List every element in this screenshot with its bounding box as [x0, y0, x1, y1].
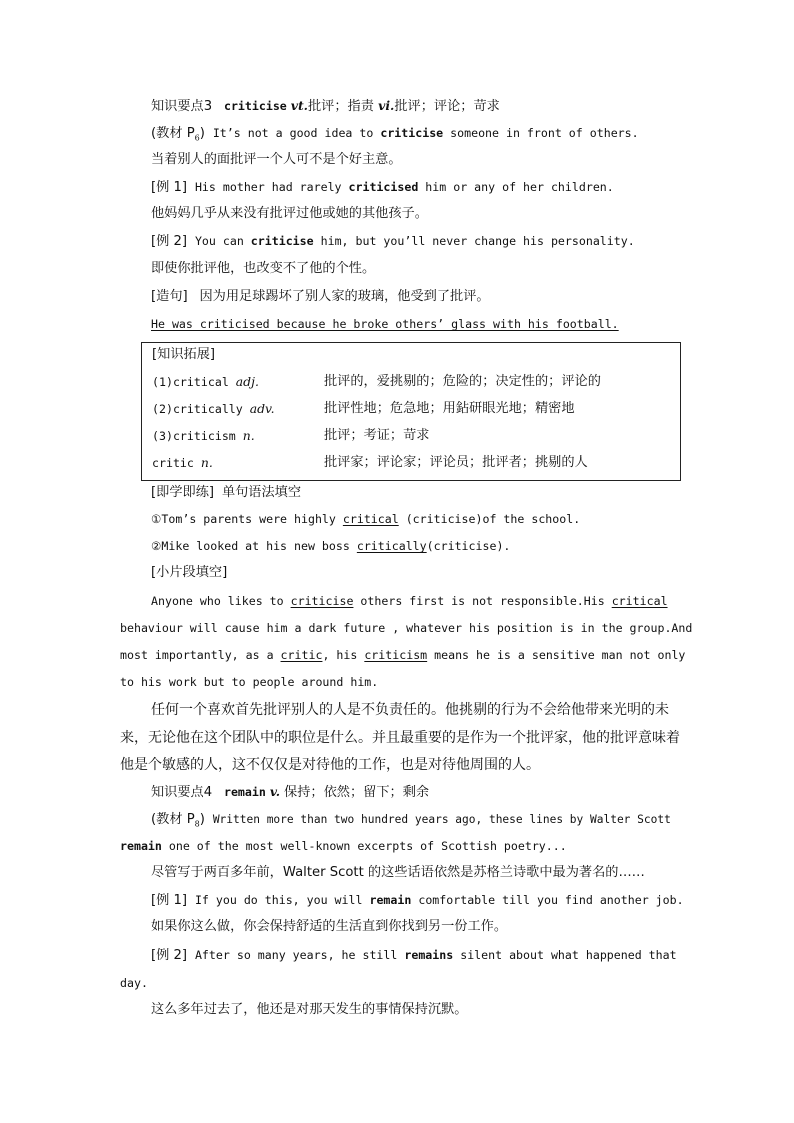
passage-line: [151, 592, 668, 610]
point3-heading: [151, 97, 500, 116]
practice-question-1: [151, 510, 580, 528]
sentence-continuation: day.: [120, 976, 148, 990]
keyword: criticise: [250, 234, 314, 248]
practice-question-2: [151, 537, 510, 555]
passage-line: [120, 646, 685, 664]
sentence-text: comfortable till you find another job.: [411, 893, 684, 907]
example-2: [151, 946, 677, 965]
expansion-row: [152, 427, 255, 445]
question-text: (criticise).: [426, 539, 511, 553]
derived-meaning: 批评；考证；苛求: [324, 428, 430, 443]
derived-word: critical: [172, 375, 236, 389]
page-number: 8: [194, 819, 200, 829]
sentence-text: His mother had rarely: [194, 180, 349, 194]
answer-blank: critical: [342, 512, 399, 526]
answer-blank: criticism: [364, 648, 428, 662]
expansion-row: [152, 373, 259, 391]
make-sentence-tag: [造句]: [151, 289, 188, 304]
point-label: 知识要点4: [151, 785, 213, 800]
practice-title: 单句语法填空: [221, 485, 302, 500]
derived-meaning: 批评的，爱挑剔的；危险的；决定性的；评论的: [324, 374, 601, 389]
source-label: (教材 P: [151, 126, 195, 141]
passage-text: most importantly, as a: [120, 648, 281, 662]
part-of-speech: vt.: [290, 98, 308, 113]
source-label-close: ): [199, 812, 205, 827]
point4-heading: [151, 783, 429, 802]
headword: criticise: [223, 99, 287, 113]
passage-line: to his work but to people around him.: [120, 675, 379, 689]
practice-tag: [即学即练]: [151, 485, 215, 500]
part-of-speech: n.: [200, 455, 213, 470]
expansion-title: [知识拓展]: [152, 347, 216, 362]
derived-word: criticism: [172, 429, 243, 443]
expansion-box: [141, 342, 681, 481]
textbook-sentence-cont: [120, 837, 567, 855]
source-label: (教材 P: [151, 812, 195, 827]
part-of-speech: adv.: [249, 401, 275, 416]
answer-blank: criticise: [290, 594, 354, 608]
sentence-text: one of the most well-known excerpts of Scottish poetry...: [161, 839, 567, 853]
answer-blank: critical: [611, 594, 668, 608]
example-1: [151, 178, 614, 197]
derived-word: critically: [172, 402, 250, 416]
keyword: remains: [404, 948, 454, 962]
sentence-text: After so many years, he still: [194, 948, 405, 962]
translation: 这么多年过去了，他还是对那天发生的事情保持沉默。: [151, 1002, 468, 1017]
make-sentence-prompt: 因为用足球踢坏了别人家的玻璃，他受到了批评。: [199, 289, 490, 304]
sentence-text: silent about what happened that: [453, 948, 677, 962]
row-number: (3): [152, 429, 173, 443]
part-of-speech: n.: [242, 428, 255, 443]
row-number: (2): [152, 402, 173, 416]
passage-tag: [小片段填空]: [151, 565, 228, 580]
derived-meaning: 批评性地；危急地；用鉆研眼光地；精密地: [324, 401, 575, 416]
sentence-text: Written more than two hundred years ago, these lines by Walter Scott: [212, 813, 671, 826]
sentence-text: someone in front of others.: [443, 126, 639, 140]
part-of-speech: adj.: [235, 374, 259, 389]
make-sentence-answer: He was criticised because he broke others’ glass with his football.: [151, 317, 619, 331]
example-tag: [例 1]: [151, 180, 188, 195]
translation: 即使你批评他，也改变不了他的个性。: [151, 261, 376, 276]
sentence-text: It’s not a good idea to: [212, 126, 381, 140]
make-sentence: [151, 287, 490, 306]
example-tag: [例 2]: [151, 948, 188, 963]
sentence-text: him, but you’ll never change his personality.: [313, 234, 635, 248]
translation: 尽管写于两百多年前，Walter Scott 的这些话语依然是苏格兰诗歌中最为著名的……: [151, 865, 645, 880]
answer-blank: critic: [280, 648, 323, 662]
textbook-sentence: [151, 810, 671, 833]
practice-heading: [151, 483, 301, 502]
definition: 批评；评论；苛求: [394, 99, 500, 114]
example-tag: [例 2]: [151, 234, 188, 249]
point-label: 知识要点3: [151, 99, 213, 114]
example-1: [151, 891, 684, 910]
definition: 保持；依然；留下；剩余: [284, 785, 430, 800]
headword: remain: [223, 785, 266, 799]
passage-translation: 任何一个喜欢首先批评别人的人是不负责任的。他挑剔的行为不会给他带来光明的未: [151, 702, 669, 718]
expansion-row: [152, 454, 213, 472]
sentence-text: him or any of her children.: [418, 180, 614, 194]
example-2: [151, 232, 635, 251]
keyword: criticised: [348, 180, 419, 194]
keyword: remain: [369, 893, 412, 907]
passage-text: others first is not responsible.His: [353, 594, 612, 608]
derived-word: critic: [152, 456, 201, 470]
sentence-text: If you do this, you will: [194, 893, 370, 907]
definition: 批评；指责: [308, 99, 379, 114]
translation: 如果你这么做，你会保持舒适的生活直到你找到另一份工作。: [151, 919, 508, 934]
keyword: criticise: [380, 126, 444, 140]
example-tag: [例 1]: [151, 893, 188, 908]
answer-blank: critically: [356, 539, 427, 553]
passage-text: means he is a sensitive man not only: [427, 648, 686, 662]
passage-translation: 他是个敏感的人，这不仅仅是对待他的工作，也是对待他周围的人。: [120, 757, 540, 773]
passage-translation: 来，无论他在这个团队中的职位是什么。并且最重要的是作为一个批评家，他的批评意味着: [120, 730, 680, 746]
textbook-sentence: [151, 124, 639, 147]
page-number: 6: [194, 133, 200, 143]
expansion-row: [152, 400, 275, 418]
passage-text: Anyone who likes to: [151, 594, 291, 608]
question-text: ①Tom’s parents were highly: [151, 512, 343, 526]
keyword: remain: [120, 839, 162, 853]
derived-meaning: 批评家；评论家；评论员；批评者；挑剔的人: [324, 455, 588, 470]
source-label-close: ): [199, 126, 205, 141]
translation: 当着别人的面批评一个人可不是个好主意。: [151, 152, 402, 167]
passage-line: behaviour will cause him a dark future , whatever his position is in the group.And: [120, 621, 693, 635]
part-of-speech: vi.: [378, 98, 395, 113]
translation: 他妈妈几乎从来没有批评过他或她的其他孩子。: [151, 206, 428, 221]
part-of-speech: v.: [269, 784, 281, 799]
question-text: ②Mike looked at his new boss: [151, 539, 357, 553]
sentence-text: You can: [194, 234, 251, 248]
question-text: (criticise)of the school.: [398, 512, 581, 526]
row-number: (1): [152, 375, 173, 389]
passage-text: , his: [322, 648, 365, 662]
